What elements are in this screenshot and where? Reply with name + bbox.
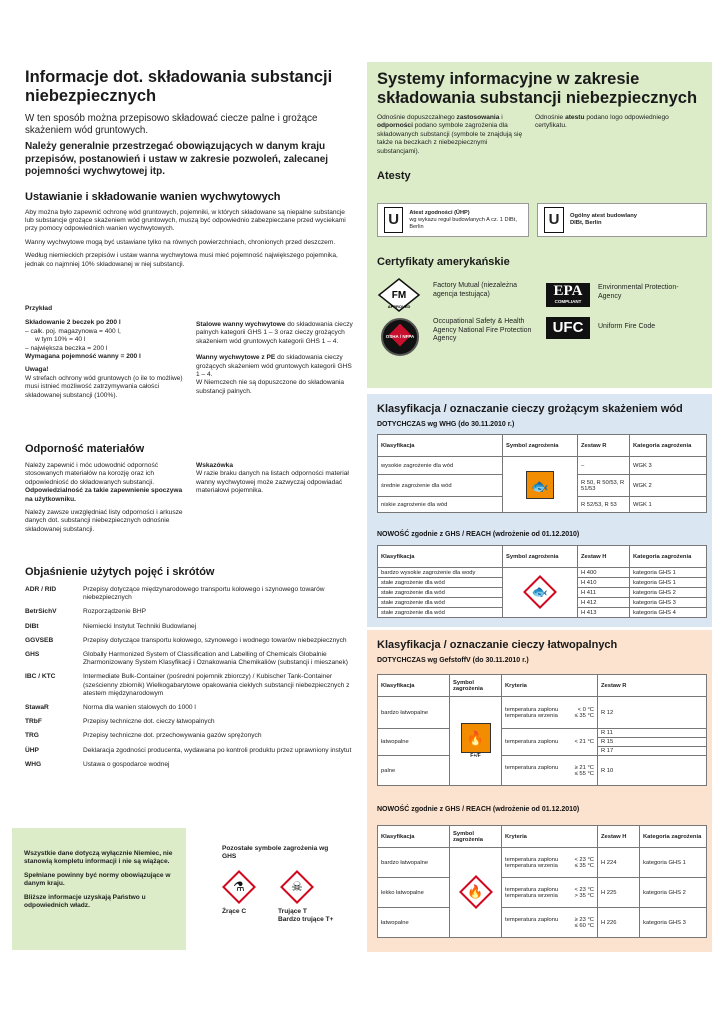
- osha-logo: OSHA / NFPA: [381, 318, 419, 356]
- steel-block: [196, 321, 354, 396]
- term-abbr: GHS: [25, 651, 40, 659]
- skull-crossbones-icon: ☠: [280, 870, 314, 904]
- u-mark-icon: U: [544, 207, 564, 233]
- term-definition: Przepisy techniczne dot. cieczy łatwopalnych: [83, 718, 215, 726]
- environment-ghs-icon: 🐟: [523, 575, 557, 609]
- ghs2-table-wrap: [377, 825, 707, 938]
- term-row: [25, 608, 355, 616]
- left-intro-bold: Należy generalnie przestrzegać obowiązujących w danym kraju przepisów, postanowień i ustaw w zakresie pozwoleń, zalecanej pojemności wychwytowej itp.: [25, 141, 329, 177]
- epa-text: Environmental Protection-Agency: [598, 284, 679, 300]
- symbol-toxic-label: Trujące T: [278, 907, 307, 915]
- term-definition: Przepisy dotyczące międzynarodowego transportu kołowego i szynowego towarów niebezpiecznych: [83, 586, 325, 602]
- svg-text:APPROVED: APPROVED: [387, 304, 411, 309]
- term-row: [25, 586, 355, 602]
- sec2-title: Odporność materiałów: [25, 443, 145, 455]
- sec3-title: Objaśnienie użytych pojęć i skrótów: [25, 566, 215, 578]
- warning-title: Uwaga!: [25, 366, 49, 374]
- term-abbr: ÜHP: [25, 746, 39, 754]
- flammable-title: Klasyfikacja / oznaczanie cieczy łatwopalnych: [377, 639, 618, 651]
- atesty-title: Atesty: [377, 170, 411, 183]
- sec2-p1: Należy zapewnić i móc udowodnić odporność stosowanych materiałów na korozję oraz ich odpowiedniość do składowanych substancji.: [25, 462, 159, 486]
- gef-table-wrap: [377, 674, 707, 786]
- water-title: Klasyfikacja / oznaczanie cieczy grożącym skażeniem wód: [377, 403, 683, 415]
- ufc-text: Uniform Fire Code: [598, 323, 656, 330]
- steel-bold: Stalowe wanny wychwytowe: [196, 321, 286, 328]
- svg-text:FM: FM: [391, 290, 407, 301]
- term-definition: Norma dla wanien stalowych do 1000 l: [83, 704, 196, 712]
- atest-dibt: U Ogólny atest budowlany DIBt, Berlin: [537, 203, 707, 237]
- steel-text: do składowania cieczy palnych kategorii GHS 1 – 3 oraz cieczy grożących skażeniem wód gruntowych kategorii GHS 1 – 4.: [196, 321, 353, 345]
- sec2-left: [25, 462, 185, 534]
- term-abbr: IBC / KTC: [25, 673, 56, 681]
- term-definition: Przepisy dotyczące transportu kołowego, szynowego i wodnego towarów niebezpiecznych: [83, 636, 347, 644]
- pe-text2: W Niemczech nie są dopuszczone do składowania substancji palnych.: [196, 379, 345, 395]
- other-symbols-title: Pozostałe symbole zagrożenia wg GHS: [222, 845, 329, 861]
- right-title: Systemy informacyjne w zakresie składowania substancji niebezpiecznych: [377, 70, 698, 107]
- flame-ghs-icon: 🔥: [459, 875, 493, 909]
- epa-logo: EPA COMPLIANT: [546, 283, 590, 307]
- note-p3: Bliższe informacje uzyskają Państwo u odpowiednich władz.: [24, 893, 146, 910]
- term-row: [25, 732, 355, 740]
- term-row: [25, 704, 355, 712]
- term-definition: Ustawa o gospodarce wodnej: [83, 760, 170, 768]
- flame-icon: 🔥: [461, 723, 491, 753]
- term-row: [25, 747, 355, 755]
- warning-text: W strefach ochrony wód gruntowych (o ile to możliwe) musi istnieć możliwość zatrzymywania całości składowanej substancji (100%).: [25, 374, 183, 399]
- term-abbr: TRbF: [25, 718, 42, 726]
- term-abbr: BetrSichV: [25, 608, 57, 616]
- term-definition: Intermediate Bulk-Container (pośredni pojemnik zbiorczy) / Kubischer Tank-Container (sześcienny zbiornik) Wielkogabarytowe opakowania ciekłych substancji niebezpiecznych z atestem międzynarodowym: [83, 673, 350, 697]
- fm-text: Factory Mutual (niezależna agencja testująca): [433, 282, 518, 298]
- example-required: Wymagana pojemność wanny = 200 l: [25, 353, 141, 361]
- term-abbr: GGVSEB: [25, 636, 54, 644]
- gef-table: Klasyfikacja Symbol zagrożenia Kryteria Zestaw R bardzo łatwopalne 🔥 F+/F temperatura zapłonu < 0 °C temperatura wrzenia ≤ 35 °C R 12 łatwopalne temperatura zapłonu < 21 °C R 11 R 15 R 17 palne temperatura zapłonu ≥ 21 °C ≤ 55 °C R 10: [377, 674, 707, 786]
- example-line1: – całk. poj. magazynowa = 400 l,: [25, 327, 121, 335]
- term-abbr: TRG: [25, 732, 39, 740]
- left-title: Informacje dot. składowania substancji niebezpiecznych: [25, 68, 333, 105]
- ghs-subtitle: NOWOŚĆ zgodnie z GHS / REACH (wdrożenie od 01.12.2010): [377, 531, 580, 538]
- example-block: [25, 305, 185, 400]
- whg-subtitle: DOTYCHCZAS wg WHG (do 30.11.2010 r.): [377, 421, 515, 428]
- term-abbr: ADR / RID: [25, 586, 57, 593]
- info-a: Odnośnie dopuszczalnego zastosowania i odporności podano symbole zagrożenia dla składowanych substancji (symbole te znajdują się także na beczkach z niebezpiecznymi substancjami).: [377, 114, 523, 155]
- environment-hazard-icon: 🐟: [526, 471, 554, 499]
- term-abbr: StawaR: [25, 704, 49, 712]
- info-b: Odnośnie atestu podano logo odpowiedniego certyfikatu.: [535, 114, 669, 130]
- left-intro: W ten sposób można przepisowo składować ciecze palne i grożące skażeniem wód gruntowych.: [25, 113, 318, 136]
- note-p1: Wszystkie dane dotyczą wyłącznie Niemiec, nie stanowią kompletu informacji i nie są wiążące.: [24, 850, 173, 866]
- term-definition: Rozporządzenie BHP: [83, 608, 147, 616]
- term-row: [25, 651, 355, 667]
- symbol-corrosive-label: Żrące C: [222, 907, 247, 915]
- sec1-p1: Aby można było zapewnić ochronę wód gruntowych, pojemniki, w których składowane są niepalne substancje lub substancje grożące skażeniem wód gruntowych, muszą być odpowiednio zabezpieczane przed wyciekami przy pomocy odpowiednich wanien wychwytowych.: [25, 208, 346, 233]
- gef-subtitle: DOTYCHCZAS wg GefstoffV (do 30.11.2010 r.): [377, 657, 529, 664]
- hint-title: Wskazówka: [196, 462, 234, 469]
- sec2-p2: Należy zawsze uwzględniać listy odporności i arkusze danych dot. substancji niebezpiecznych odnośnie składowanej substancji.: [25, 509, 183, 533]
- left-column: [25, 68, 355, 274]
- other-symbols: [222, 845, 342, 925]
- hint-text: W razie braku danych na listach odporności materiał wanny wychwytowej może zazwyczaj odpowiadać materiałowi pojemnika.: [196, 470, 349, 495]
- terms-list: [25, 586, 355, 775]
- u-mark-icon: U: [384, 207, 403, 233]
- term-definition: Deklaracja zgodności producenta, wydawana po kontroli produktu przez uprawniony instytut: [83, 746, 352, 754]
- whg-table-wrap: [377, 434, 707, 513]
- note-box: [12, 828, 186, 950]
- example-label: Przykład: [25, 305, 53, 312]
- term-row: [25, 673, 355, 698]
- pe-bold: Wanny wychwytowe z PE: [196, 354, 276, 362]
- ghs-water-table: Klasyfikacja Symbol zagrożenia Zestaw H Kategoria zagrożenia bardzo wysokie zagrożenie dla wody 🐟 H 400 kategoria GHS 1 stałe zagrożenie dla wód H 410 kategoria GHS 1 stałe zagrożenie dla wód H 411 kategoria GHS 2 stałe zagrożenie dla wód H 412 kategoria GHS 3 stałe zagrożenie dla wód H 413 kategoria GHS 4: [377, 545, 707, 618]
- ghs2-subtitle: NOWOŚĆ zgodnie z GHS / REACH (wdrożenie od 01.12.2010): [377, 806, 580, 813]
- sec1-p2: Wanny wychwytowe mogą być ustawiane tylko na równych powierzchniach, chronionych przed deszczem.: [25, 238, 336, 246]
- term-row: [25, 637, 355, 645]
- whg-table: Klasyfikacja Symbol zagrożenia Zestaw R Kategoria zagrożenia wysokie zagrożenie dla wód 🐟 – WGK 3 średnie zagrożenie dla wód R 50, R 50/53, R 51/53 WGK 2 niskie zagrożenie dla wód R 52/53, R 53 WGK 1: [377, 434, 707, 513]
- right-top: [377, 70, 707, 182]
- symbol-very-toxic-label: Bardzo trujące T+: [278, 916, 334, 924]
- term-row: [25, 718, 355, 726]
- term-abbr: DIBt: [25, 622, 39, 630]
- term-abbr: WHG: [25, 760, 42, 768]
- example-line3: – największa beczka = 200 l: [25, 344, 108, 352]
- osha-text: Occupational Safety & Health Agency National Fire Protection Agency: [433, 318, 532, 343]
- hint-block: [196, 462, 354, 496]
- term-definition: Niemiecki Instytut Techniki Budowlanej: [83, 622, 197, 630]
- example-title: Składowanie 2 beczek po 200 l: [25, 319, 121, 327]
- ghs-table-wrap: [377, 545, 707, 618]
- fm-logo: [377, 278, 421, 312]
- pe-text: do składowania cieczy grożących skażeniem wód gruntowych kategorii GHS 1 – 4.: [196, 354, 352, 379]
- sec1-p3: Według niemieckich przepisów i ustaw wanna wychwytowa musi mieć pojemność największego pojemnika, jednak co najmniej 10% składowanej w niej substancji.: [25, 252, 338, 268]
- atest-uhp: U Atest zgodności (ÜHP) wg wykazu reguł budowlanych A cz. 1 DIBt, Berlin: [377, 203, 529, 237]
- corrosive-icon: ⚗: [222, 870, 256, 904]
- term-row: [25, 761, 355, 769]
- example-line2: w tym 10% = 40 l: [35, 336, 86, 344]
- term-definition: Globally Harmonized System of Classification and Labelling of Chemicals Globalnie Zharmonizowany System Klasyfikacji i Oznakowania Chemikaliów (substancji i mieszanek): [83, 651, 348, 667]
- term-row: [25, 623, 355, 631]
- ufc-logo: UFC: [546, 317, 590, 339]
- ghs-flammable-table: Klasyfikacja Symbol zagrożenia Kryteria Zestaw H Kategoria zagrożenia bardzo łatwopalne 🔥 temperatura zapłonu < 23 °C temperatura wrzenia ≤ 35 °C H 224 kategoria GHS 1 lekko łatwopalne temperatura zapłonu < 23 °C temperatura wrzenia > 35 °C H 225 kategoria GHS 2 łatwopalne temperatura zapłonu ≥ 23 °C ≤ 60 °C H 226 kategoria GHS 3: [377, 825, 707, 938]
- sec2-p1-bold: Odpowiedzialność za takie zapewnienie spoczywa na użytkowniku.: [25, 487, 183, 503]
- cert-title: Certyfikaty amerykańskie: [377, 256, 510, 268]
- term-definition: Przepisy techniczne dot. przechowywania gazów sprężonych: [83, 732, 262, 740]
- sec1-title: Ustawianie i składowanie wanien wychwytowych: [25, 190, 281, 203]
- note-p2: Spełniane powinny być normy obowiązujące w danym kraju.: [24, 871, 171, 888]
